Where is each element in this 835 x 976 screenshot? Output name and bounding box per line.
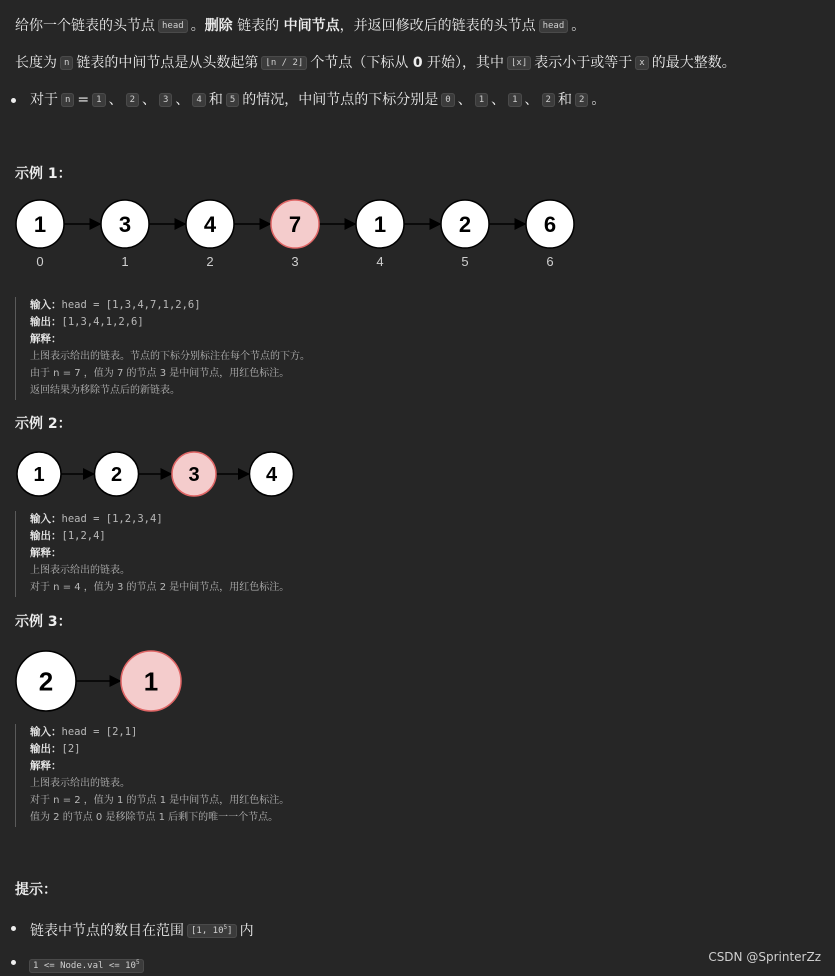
code: 1 xyxy=(92,93,105,107)
code-text: [1, 10 xyxy=(191,926,224,936)
explain-line xyxy=(30,331,435,348)
example-1-title: 示例 1： xyxy=(15,166,72,182)
code-n: n xyxy=(60,56,73,70)
input-line xyxy=(30,511,435,528)
explain-label: 解释： xyxy=(30,760,62,772)
code: 5 xyxy=(226,93,239,107)
node-index-label: 3 xyxy=(291,254,299,269)
node-index-label: 2 xyxy=(206,254,214,269)
example-3-io-block xyxy=(15,724,435,827)
node-index-label: 4 xyxy=(376,254,384,269)
input-value: head = [1,2,3,4] xyxy=(61,513,163,525)
node-value-label: 3 xyxy=(188,464,200,487)
node-value-label: 2 xyxy=(458,211,472,237)
code: 2 xyxy=(126,93,139,107)
text: 给你一个链表的头节点 xyxy=(15,18,155,34)
example-2-linked-list-diagram xyxy=(0,448,320,500)
text: 。 xyxy=(190,18,205,34)
text: 、 xyxy=(491,92,506,108)
node-index-label: 0 xyxy=(36,254,44,269)
hint-2 xyxy=(26,953,147,976)
code-head: head xyxy=(158,19,188,33)
explain-text: 上图表示给出的链表。 xyxy=(30,565,130,576)
superscript: 5 xyxy=(135,959,140,966)
text: 个节点（下标从 xyxy=(310,55,409,71)
input-value: head = [2,1] xyxy=(61,726,138,738)
code: 2 xyxy=(575,93,588,107)
text: 、 xyxy=(524,92,539,108)
node-index-label: 5 xyxy=(461,254,469,269)
example-2-title: 示例 2： xyxy=(15,416,72,432)
node-index-label: 6 xyxy=(546,254,554,269)
text: 链表中节点的数目在范围 xyxy=(30,923,184,939)
explain-text: 值为 2 的节点 0 是移除节点 1 后剩下的唯一一个节点。 xyxy=(30,812,279,823)
node-value-label: 7 xyxy=(288,211,302,237)
code-text: ] xyxy=(227,926,233,936)
input-label: 输入： xyxy=(30,513,62,525)
hints-title: 提示： xyxy=(15,882,57,898)
text: 链表的中间节点是从头数起第 xyxy=(76,55,259,71)
explain-line xyxy=(30,758,435,775)
code: 2 xyxy=(542,93,555,107)
intro-bullet xyxy=(30,90,605,110)
explain-text: 对于 n = 2 ，值为 1 的节点 1 是中间节点，用红色标注。 xyxy=(30,795,290,806)
code: n xyxy=(61,93,74,107)
node-value-label: 1 xyxy=(33,211,47,237)
code: 1 xyxy=(508,93,521,107)
explain-label: 解释： xyxy=(30,547,62,559)
code: 4 xyxy=(192,93,205,107)
node-index-label: 1 xyxy=(121,254,129,269)
node-value-label: 1 xyxy=(373,211,387,237)
intro-paragraph-2 xyxy=(15,53,736,73)
bullet-dot xyxy=(11,98,16,103)
explain-text: 返回结果为移除节点后的新链表。 xyxy=(30,385,180,396)
explain-line xyxy=(30,545,435,562)
text: 链表的 xyxy=(237,18,280,34)
code: 0 xyxy=(441,93,454,107)
explain-text: 上图表示给出的链表。节点的下标分别标注在每个节点的下方。 xyxy=(30,351,310,362)
input-label: 输入： xyxy=(30,299,62,311)
node-value-label: 4 xyxy=(265,464,278,487)
text: 长度为 xyxy=(15,55,57,71)
input-line xyxy=(30,297,435,314)
explain-label: 解释： xyxy=(30,333,62,345)
node-value-label: 3 xyxy=(118,211,132,237)
output-label: 输出： xyxy=(30,743,62,755)
node-value-label: 4 xyxy=(203,211,217,237)
code-head: head xyxy=(539,19,569,33)
output-label: 输出： xyxy=(30,530,62,542)
example-3-linked-list-diagram xyxy=(0,647,220,715)
output-line xyxy=(30,528,435,545)
input-label: 输入： xyxy=(30,726,62,738)
explain-text: 对于 n = 4 ，值为 3 的节点 2 是中间节点，用红色标注。 xyxy=(30,582,290,593)
superscript: 5 xyxy=(223,924,228,931)
example-1-io-block xyxy=(15,297,435,400)
code-floor-n2: ⌊n / 2⌋ xyxy=(261,56,307,70)
output-value: [2] xyxy=(61,743,81,755)
text: 内 xyxy=(239,923,254,939)
bullet-dot xyxy=(11,960,16,965)
code: 1 xyxy=(475,93,488,107)
text: 、 xyxy=(175,92,190,108)
text: 。 xyxy=(571,18,586,34)
bold-middle-node: 中间节点 xyxy=(283,18,340,34)
text: ，并返回修改后的链表的头节点 xyxy=(339,18,536,34)
explain-text: 上图表示给出的链表。 xyxy=(30,778,130,789)
watermark: CSDN @SprinterZz xyxy=(708,950,821,964)
text: 和 xyxy=(557,92,572,108)
text: = xyxy=(77,92,90,108)
node-value-label: 2 xyxy=(110,464,123,487)
text: 开始），其中 xyxy=(427,55,505,71)
explain-text: 由于 n = 7 ，值为 7 的节点 3 是中间节点，用红色标注。 xyxy=(30,368,290,379)
bullet-dot xyxy=(11,926,16,931)
text: 表示小于或等于 xyxy=(534,55,633,71)
input-value: head = [1,3,4,7,1,2,6] xyxy=(61,299,201,311)
text: 的情况，中间节点的下标分别是 xyxy=(242,92,439,108)
text: 。 xyxy=(591,92,606,108)
code-range xyxy=(187,924,237,938)
text: 和 xyxy=(208,92,223,108)
node-value-label: 1 xyxy=(33,464,45,487)
output-value: [1,2,4] xyxy=(61,530,106,542)
text: 、 xyxy=(108,92,123,108)
text: 、 xyxy=(457,92,472,108)
text: 对于 xyxy=(30,92,58,108)
output-value: [1,3,4,1,2,6] xyxy=(61,316,144,328)
text: 、 xyxy=(142,92,156,108)
text: 的最大整数。 xyxy=(651,55,736,71)
input-line xyxy=(30,724,435,741)
output-line xyxy=(30,314,435,331)
code-x: x xyxy=(635,56,648,70)
output-line xyxy=(30,741,435,758)
output-label: 输出： xyxy=(30,316,62,328)
intro-paragraph-1 xyxy=(15,16,585,36)
bold-zero: 0 xyxy=(412,55,423,71)
hint-1 xyxy=(30,918,254,941)
code-floor-x: ⌊x⌋ xyxy=(507,56,531,70)
code: 3 xyxy=(159,93,172,107)
code-constraint xyxy=(29,959,144,973)
node-value-label: 6 xyxy=(543,211,557,237)
node-value-label: 1 xyxy=(143,666,159,697)
example-1-linked-list-diagram xyxy=(0,190,600,280)
example-3-title: 示例 3： xyxy=(15,614,72,630)
node-value-label: 2 xyxy=(38,666,54,697)
bold-delete: 删除 xyxy=(204,18,233,34)
code-text: 1 <= Node.val <= 10 xyxy=(33,961,136,971)
example-2-io-block xyxy=(15,511,435,597)
